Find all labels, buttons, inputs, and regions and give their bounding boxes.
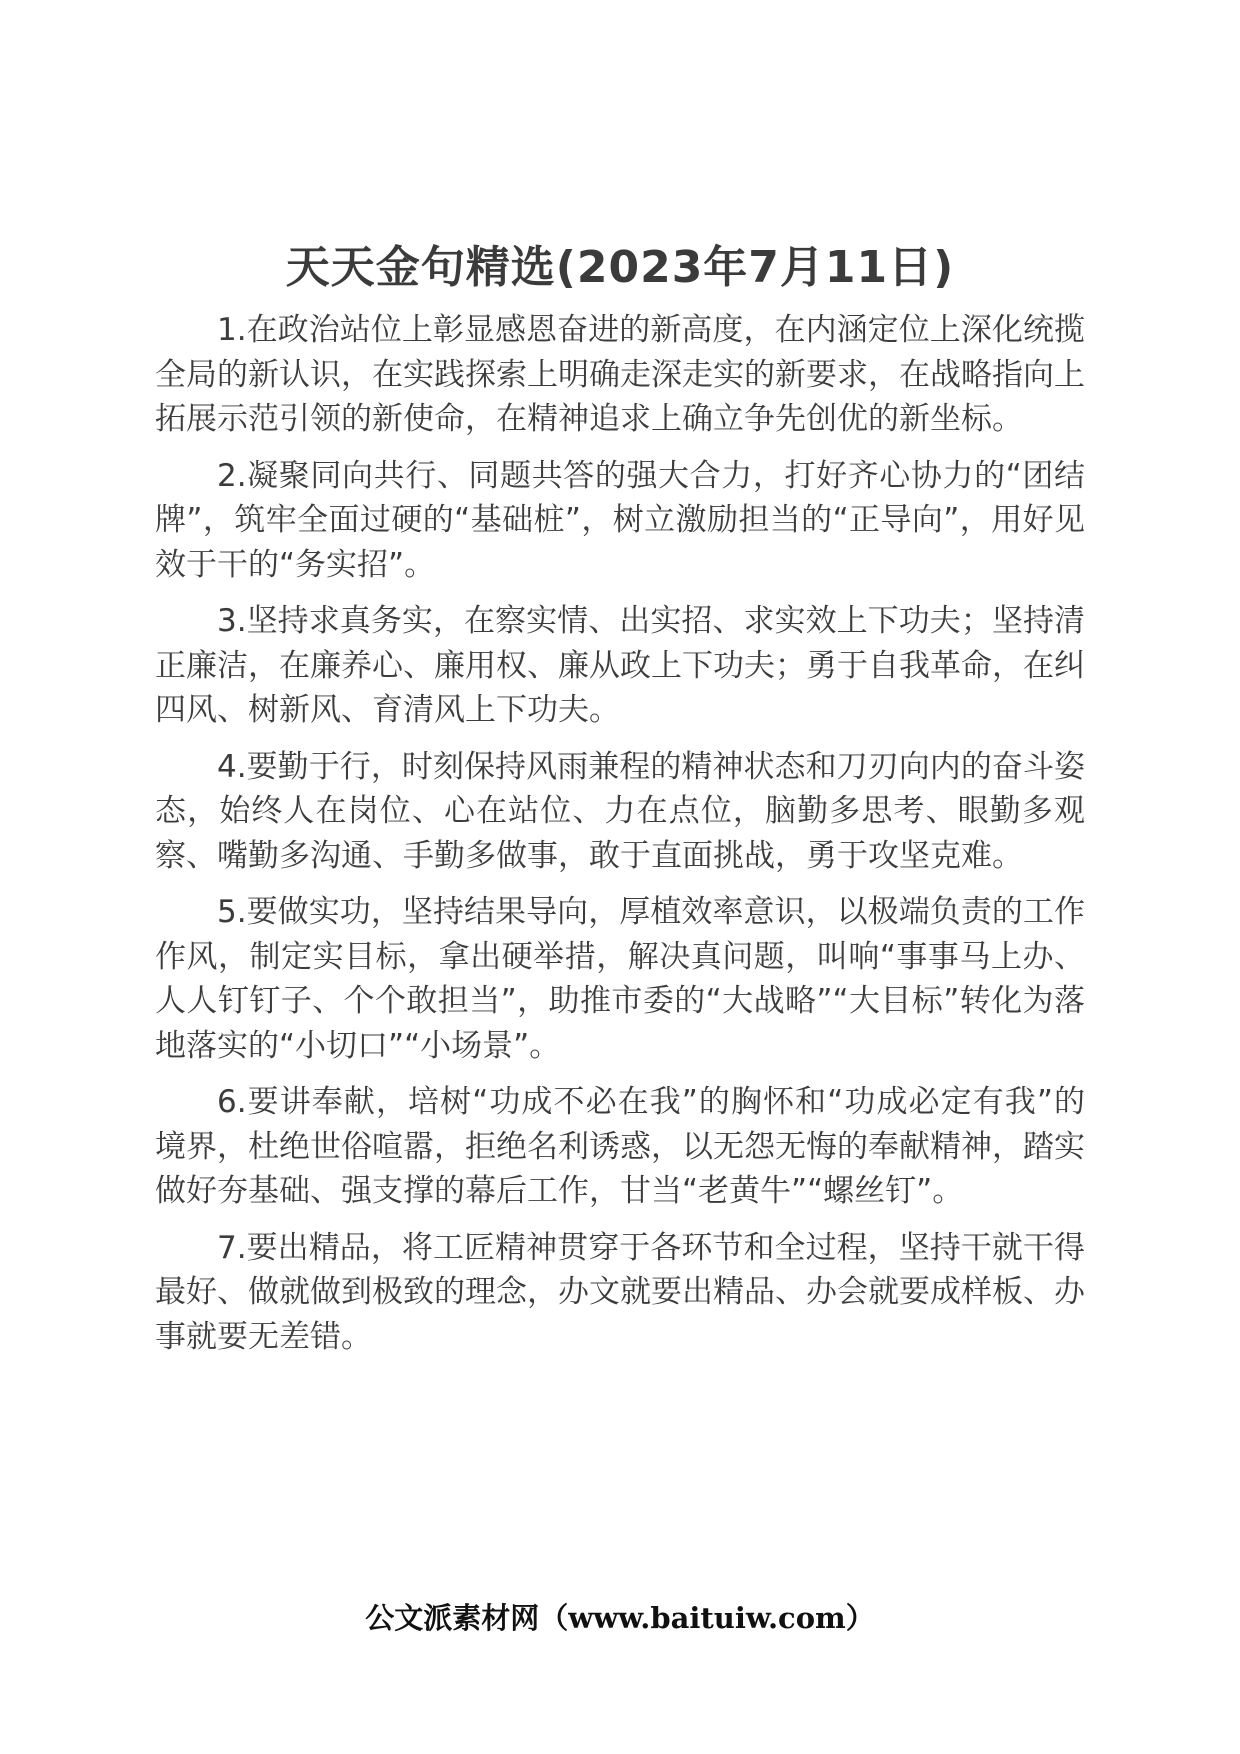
article-body — [155, 308, 1085, 1371]
paragraph-3: 3.坚持求真务实，在察实情、出实招、求实效上下功夫；坚持清正廉洁，在廉养心、廉用权、廉从政上下功夫；勇于自我革命，在纠四风、树新风、育清风上下功夫。 — [155, 603, 1085, 728]
paragraph-1: 1.在政治站位上彰显感恩奋进的新高度，在内涵定位上深化统揽全局的新认识，在实践探索上明确走深走实的新要求，在战略指向上拓展示范引领的新使命，在精神追求上确立争先创优的新坐标。 — [155, 312, 1085, 437]
page-title: 天天金句精选(2023年7月11日) — [285, 242, 955, 293]
paragraph-7: 7.要出精品，将工匠精神贯穿于各环节和全过程，坚持干就干得最好、做就做到极致的理念，办文就要出精品、办会就要成样板、办事就要无差错。 — [155, 1229, 1085, 1355]
paragraph-2: 2.凝聚同向共行、同题共答的强大合力，打好齐心协力的“团结牌”，筑牢全面过硬的“基础桩”，树立激励担当的“正导向”，用好见效于干的“务实招”。 — [155, 457, 1085, 583]
paragraph-4: 4.要勤于行，时刻保持风雨兼程的精神状态和刀刃向内的奋斗姿态，始终人在岗位、心在站位、力在点位，脑勤多思考、眼勤多观察、嘴勤多沟通、手勤多做事，敢于直面挑战，勇于攻坚克难。 — [155, 748, 1085, 874]
source-footer: 公文派素材网（www.baituiw.com） — [365, 1601, 875, 1635]
paragraph-6: 6.要讲奉献，培树“功成不必在我”的胸怀和“功成必定有我”的境界，杜绝世俗喧嚣，拒绝名利诱惑，以无怨无悔的奉献精神，踏实做好夯基础、强支撑的幕后工作，甘当“老黄牛”“螺丝钉”。 — [155, 1084, 1085, 1209]
paragraph-5: 5.要做实功，坚持结果导向，厚植效率意识，以极端负责的工作作风，制定实目标，拿出硬举措，解决真问题，叫响“事事马上办、人人钉钉子、个个敢担当”，助推市委的“大战略”“大目标”转化为落地落实的“小切口”“小场景”。 — [155, 894, 1085, 1064]
